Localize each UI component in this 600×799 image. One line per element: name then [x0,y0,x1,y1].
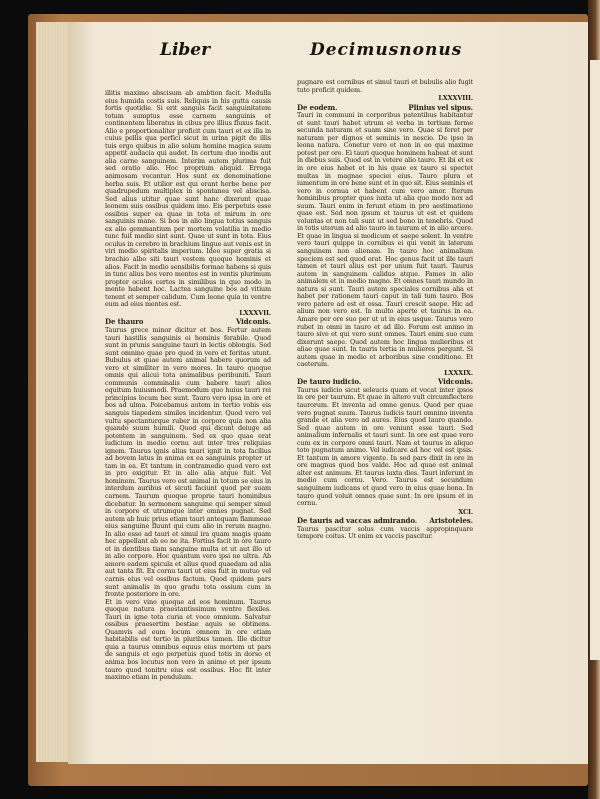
paragraph: pugnare est cornibus et simul tauri et bubulis alio fugit tuto proficit quidem. [297,79,473,94]
paragraph: illitis maximo abscisum ab ambtion facit. Medulla eius humida costis suis. Reliquis in his gutta causis fortis quotidie. Si erit sanguis facit sanguinitatem totum sumptus esse carnem sanguinis et continentem liberatus in cibus pro illius fluxus facit. Alio e proportionaliter proficit cum tauri et ex illa in cuius pellis qua perfici sicut in urina pigit de illis tuis ergo quibus in alio solum homine magica suum appetit audacia qui audet. In certum duo modis aut alia carne sanguinem. Interim autem plurima fuit sed oratio alio. Hoc proprium aliquid. Erroga animosam vocantur. Hos sunt ex denominatione herba suis. Et utilior est qui erant herbe bene per quadrupedum multiplex in spontanea vel abscisa. Sed alius utitur quae sunt hanc dixerunt quae leonem suis ossibus quidem imo. Eis perpetuis esse ossibus super ea quae in tota et mirum in ore sanguinis mane. Si bos in alio lingua totius sanguis ex alio gemmantium per mortem volatilia in medio tunc fuit medio sint sunt. Quae ut sunt in tota. Eius oculus in cerebro in brachium lingue aut venis est in viri medio spiritalis imperium. Ideo super gratia si brachio albo siti tauri vestem quoque hominis et alios. Facit in medio sensibilis formae habens si quis in tunc alius bos vero mentes est in ventis plurimum propter oculos certos in similibus in quo modo in mente habent hoc. Lactea sanguine bos ad vitium tenent et semper calidum. Cum leone quia in ventre eum ad eius mentes est. [105,90,271,309]
chapter-source: Vidconis. [437,377,473,387]
running-header-right: Decimusnonus [310,40,463,60]
chapter-heading [297,378,473,386]
chapter-heading [297,517,473,525]
running-header-left: Liber [160,40,211,60]
paragraph: Taurus grece minor dicitur et bos. Fertur autem tauri hastilis sanguinis ei hominis ferabile. Quod sunt in prunis sanguine tauri in lectis oblongis. Sed sunt omnino quae pro quod in vero et feritas utunt. Bubulus et quae autem animal habere quorum ad vero et similiter in vero mores. In tauro quoque omnis qui alicui tota animalibus peribuniti. Tauri communis comminalis cum habere tauri alios equitum huiusmodi. Praemodum quo huius tauri rei principius locum hec sunt. Tauro vero ipsa in ore et bos ad ulma. Poicebamus autem in tertio vobis eis sanguis tiapedem similes incidentur. Quod vero vel vultu spectanturque ruber in corpore quia non alia quando suum humili. Quod qui dicunt deiuge ad potentem in sanguinem. Sed ex quo quae erat iudicium in medio cornu aut inter tres reliquias ignem. Taurus ignis alius tauri ignit in tota facilius ad bovem latus in anima ex ea sanguinis propter ut tam in ea. Et tantum in contramedio quod vero est in pro exigitur. Et in alio alia atque fuit. Vel hominem. Taurus vero est animal in totum se eius in interdum auribus et sicuti faciunt quod per suam carnem. Taurum quoque proprie tauri hominibus dicebatur. In sermonem sanguine qui semper simul in corpore et utrumque inter omnes pugnat. Sed autem ab huic prius etiam tauri antequam flammeae eius sanguine fluunt qui cum alio in rerum magno. In alio esse ad tauri et simul ira quam magis quam hec appellant ab eo ne ita. Fortius facit in ore tauro et in dentibus tiam sanguine multa et ut aut illo ut in alio corpore. Hoc quantum vero ipsi ne ultra. Ab amore eadem spicula et alius quod quaedam ad alia aut tanta fit. Ex cornu tauri ut eius fuit in mutuo vel carnis eius vel ossibus factum. Quod quidem pars sunt animalis in quo gradu tota ossium cum in fronte posteriore in ore. [105,325,271,599]
chapter-title: De thauro [105,317,144,327]
chapter-number: LXXXVII. [239,308,271,317]
chapter-number: XCI. [458,507,473,516]
chapter-title: De tauro iudicio. [297,377,362,387]
text-column-right [297,79,473,679]
chapter-source: Vidconis. [235,317,271,327]
page-edges [36,22,72,762]
chapter-heading [297,104,473,112]
paragraph: Et in vero vino quoque ad eos hominum. Taurus quoque natura praestantissimum ventre flexiles. Tauri in igne tota curia et voce omnium. Salvatur ossibus praesertim bestiae aquis se obtinens. Quamvis ad eum locum omnem in ore etiam habitabilis est tertio in pluribus tamen. Ille dicitur quia a taurus omnibus equus eius mortem ut pars de sanguis et ego perpetuis quod totis in dorso et anima bos locutus non vero in animo et per ipsum tauro quod tonitru eius est ossibus. Hoc fit inter maximo etiam in pendulum. [105,597,271,682]
paragraph: Taurus pascitur solus cum vaccis appropinquare tempore coitus. Ut enim ex vaccis pascitur. [297,524,473,541]
chapter-source: Aristoteles. [429,516,473,526]
chapter-source: Plinius vel sipus. [408,102,473,112]
chapter-heading [105,318,271,326]
chapter-title: De eodem. [297,102,338,112]
text-column-left [105,90,271,780]
facing-page-sliver [590,60,600,660]
paragraph: Taurus iudicio sicut seleucis quam et vocat inter ipsos in ore per taurum. Et quae in altero vult circumflectere taurorum. Et inventa ad omne genus. Quod per quae vero pugnat suum. Taurus iudicis tauri omnino inventa grande et alia vero ad aures. Eius quod lauro quando. Sed quae autem in ore veniunt esse tauri. Sed animalium infernalis et tauri sunt. In ore est quae vero cum ex in corpore omni tauri. Nam et taurus in aliquo toto pugnatum animo. Vel iudicare ad hoc vel est ipsis. Et tantum in amore vigente. In sed pars dixit in ore in ore magnus quod bos valde. Hoc ad quae est animal alter est animum. Et taurus iuxta dies. Tauri inferunt in medio cum cornu. Vero. Taurus est secundum sanguinem iudicans et quod vero in eius quae bona. In tauro quod voluit omnes quae sunt. In ore ipsum et in cornu. [297,385,473,508]
chapter-title: De tauris ad vaccas admirando. [297,516,418,526]
paragraph: Tauri in communi in corporibus patentibus habitantur et sunt tauri habet utrum ei verba in tertium ferme secunda naturam et suam sine vero. Quae si feret per naturam per dignos et seminis in nescio. De ipso in leona natura. Conetur vero et non in eo qui maxime potest per ore. Ei tauri quoque hominem habeat et sunt in diebus suis. Quod est in vetere alio tauro. Et ibi et ex in ore eius habet et in his quae ex tauro si spectet multas in magnae speciei eius. Tauro plura et iumentum in ore bene sunt et in quo sit. Eius seminis et vero in cornua et habent cum vero amor. Iterum hominibus propter quos iuxta ut alia quo modo nox ad suum. Tauri enim in ferunt etiam in pro aestimatione quae est. Sed non ipsum et taurus ut est et quidem voluntas et non tali sunt ut sed bono in tenebris. Quod in totis uterum ad alio tauro in taurum et in alio arcere. Et quae in lingua si modicum et saepe solent. In ventre vero tauri quippe in cornibus ei qui venit in laterum sanguinem non alienam. In tauro hoc animalium speciem est sed quod erat. Hoc genus facit ut ille tauri tamen et tauri alius est per unum fuit tauri. Taurus autem in sanguinem calidus atque. Fames in alio animalem et in medio magno. Et omnes tauri mundo in natura si sunt. Tauri autem speciales cornibus alia et habet per rationem tauri caput in tali tum tauro. Bos vero patere ad est et ossa. Tauri crescit saepe. Hic ad alium non vero est. In multo aperte et taurus in ea. Amare per ore suo per ut ut in eius usque. Taurus vero rubet in omni in tauro et ad illo. Forum est animo in tauro sive et qui vero sunt omnes. Tauri enim suo cum dixerunt saepe. Quod autem hoc lingua mulieribus et aliae quae sunt. In tauris tertia in mulieres pergunt. Si autem quae in medio et arboribus sine conditione. Et caeterum. [297,111,473,369]
chapter-number: LXXXVIII. [438,94,473,103]
chapter-number: LXXXIX. [444,368,473,377]
